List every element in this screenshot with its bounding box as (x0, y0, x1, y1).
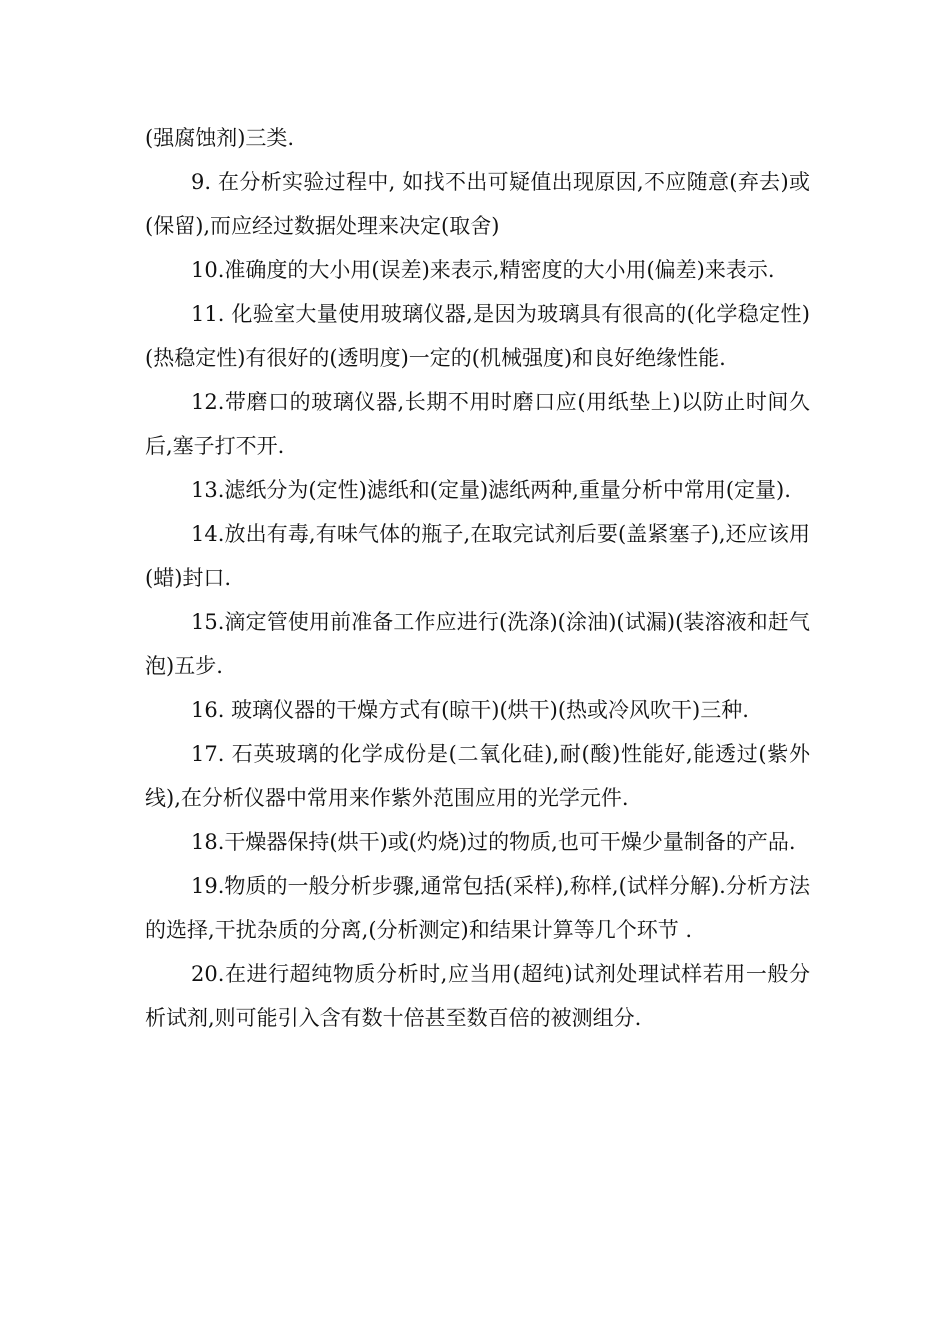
paragraph-item-20: 20.在进行超纯物质分析时,应当用(超纯)试剂处理试样若用一般分析试剂,则可能引入含有数十倍甚至数百倍的被测组分. (145, 962, 810, 1030)
paragraph-item-15: 15.滴定管使用前准备工作应进行(洗涤)(涂油)(试漏)(装溶液和赶气泡)五步. (145, 610, 810, 678)
document-body (145, 116, 810, 1040)
paragraph-item-18: 18.干燥器保持(烘干)或(灼烧)过的物质,也可干燥少量制备的产品. (191, 830, 796, 854)
paragraph-item-16: 16. 玻璃仪器的干燥方式有(晾干)(烘干)(热或冷风吹干)三种. (191, 698, 749, 722)
paragraph-item-13: 13.滤纸分为(定性)滤纸和(定量)滤纸两种,重量分析中常用(定量). (191, 478, 791, 502)
paragraph-item-10: 10.准确度的大小用(误差)来表示,精密度的大小用(偏差)来表示. (191, 258, 775, 282)
paragraph-item-17: 17. 石英玻璃的化学成份是(二氧化硅),耐(酸)性能好,能透过(紫外线),在分析仪器中常用来作紫外范围应用的光学元件. (145, 742, 810, 810)
paragraph-item-19: 19.物质的一般分析步骤,通常包括(采样),称样,(试样分解).分析方法的选择,干扰杂质的分离,(分析测定)和结果计算等几个环节 . (145, 874, 810, 942)
paragraph-item-14: 14.放出有毒,有味气体的瓶子,在取完试剂后要(盖紧塞子),还应该用(蜡)封口. (145, 522, 810, 590)
paragraph-continuation: (强腐蚀剂)三类. (145, 126, 295, 150)
paragraph-item-11: 11. 化验室大量使用玻璃仪器,是因为玻璃具有很高的(化学稳定性)(热稳定性)有很好的(透明度)一定的(机械强度)和良好绝缘性能. (145, 302, 810, 370)
paragraph-item-12: 12.带磨口的玻璃仪器,长期不用时磨口应(用纸垫上)以防止时间久后,塞子打不开. (145, 390, 810, 458)
paragraph-item-9: 9. 在分析实验过程中, 如找不出可疑值出现原因,不应随意(弃去)或(保留),而应经过数据处理来决定(取舍) (145, 170, 810, 238)
